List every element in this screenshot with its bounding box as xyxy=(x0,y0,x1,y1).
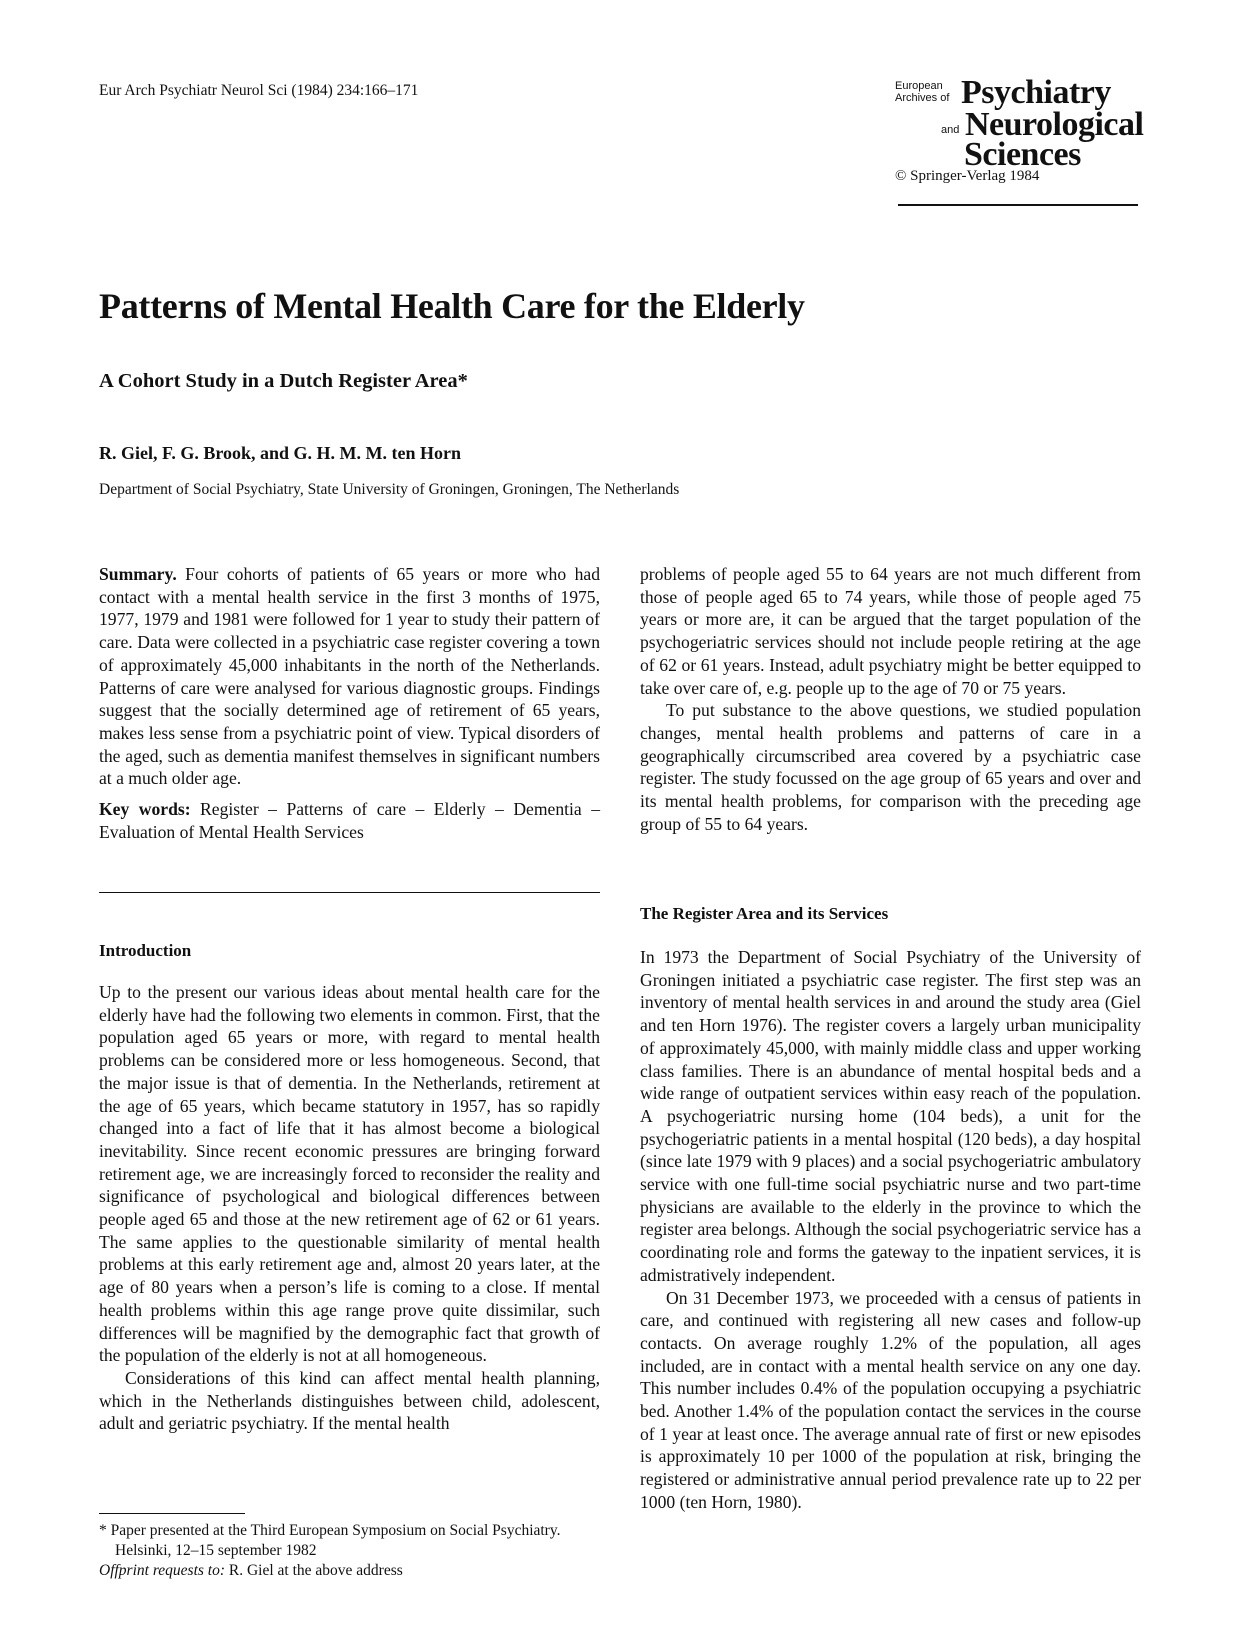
keywords-text: Register – Patterns of care – Elderly – Dementia – Evaluation of Mental Health Services xyxy=(99,799,600,842)
register-area-title: The Register Area and its Services xyxy=(640,904,889,923)
logo-archives-of: Archives of xyxy=(895,92,950,104)
introduction-title: Introduction xyxy=(99,941,192,960)
right-column-intro xyxy=(640,563,1141,835)
logo-copyright: © Springer-Verlag 1984 xyxy=(895,168,1040,184)
logo-sciences: Sciences xyxy=(964,136,1081,173)
author-affiliation: Department of Social Psychiatry, State University of Groningen, Groningen, The Netherlands xyxy=(99,481,680,498)
article-title: Patterns of Mental Health Care for the Elderly xyxy=(99,286,805,326)
offprint-note xyxy=(99,1561,600,1581)
summary-text: Four cohorts of patients of 65 years or more who had contact with a mental health service in the first 3 months of 1975, 1977, 1979 and 1981 were followed for 1 year to study their pattern of care. Data were collected in a psychiatric case register covering a town of approximately 45,000 inhabitants in the north of the Netherlands. Patterns of care were analysed for various diagnostic groups. Findings suggest that the socially determined age of retirement of 65 years, makes less sense from a psychiatric point of view. Typical disorders of the aged, such as dementia manifest themselves in significant numbers at a much older age. xyxy=(99,564,600,789)
logo-neurological: Neurological xyxy=(965,106,1144,143)
article-subtitle: A Cohort Study in a Dutch Register Area* xyxy=(99,370,468,392)
right-paragraph-2: To put substance to the above questions, we studied population changes, mental health problems and patterns of care in a geographically circumscribed area covered by a psychiatric case register. The study focussed on the age group of 65 years and over and its mental health problems, for comparison with the preceding age group of 55 to 64 years. xyxy=(640,700,1141,834)
keywords-paragraph xyxy=(99,798,600,843)
keywords-label: Key words: xyxy=(99,799,191,820)
offprint-text: R. Giel at the above address xyxy=(225,1562,403,1579)
introduction-body xyxy=(99,981,600,1435)
logo-european: European xyxy=(895,80,943,92)
right-paragraph-4: On 31 December 1973, we proceeded with a census of patients in care, and continued with registering all new cases and follow-up contacts. On average roughly 1.2% of the population, all ages included, are in contact with a mental health service on any one day. This number includes 0.4% of the population occupying a psychiatric bed. Another 1.4% of the population contact the services in the course of 1 year at least once. The average annual rate of first or new episodes is approximately 10 per 1000 of the population at risk, bringing the registered or administrative annual period prevalence rate up to 22 per 1000 (ten Horn, 1980). xyxy=(640,1287,1141,1512)
introduction-paragraph-1: Up to the present our various ideas about mental health care for the elderly have had the following two elements in common. First, that the population aged 65 years or more, with regard to mental health problems can be considered more or less homogeneous. Second, that the major issue is that of dementia. In the Netherlands, retirement at the age of 65 years, which became statutory in 1957, has so rapidly changed into a fact of life that it has almost become a biological inevitability. Since recent economic pressures are bringing forward retirement age, we are increasingly forced to reconsider the reality and significance of psychological and biological differences between people aged 65 and those at the new retirement age of 62 or 61 years. The same applies to the questionable similarity of mental health problems at this early retirement age and, almost 20 years later, at the age of 80 years when a person’s life is coming to a close. If mental health problems within this age range prove quite dissimilar, such differences will be magnified by the demographic fact that growth of the population of the elderly is not at all homogeneous. xyxy=(99,982,600,1366)
right-paragraph-3: In 1973 the Department of Social Psychiatry of the University of Groningen initiated a psychiatric case register. The first step was an inventory of mental health services in and around the study area (Giel and ten Horn 1976). The register covers a largely urban municipality of approximately 45,000, with mainly middle class and upper working class families. There is an abundance of mental hospital beds and a wide range of outpatient services within easy reach of the population. A psychogeriatric nursing home (104 beds), a unit for the psychogeriatric patients in a mental hospital (120 beds), a day hospital (since late 1979 with 9 places) and a social psychogeriatric ambulatory service with one full-time social psychiatric nurse and two part-time physicians are available to the elderly in the province to which the register area belongs. Although the social psychogeriatric service has a coordinating role and forms the gateway to the inpatient services, it is admistratively independent. xyxy=(640,947,1141,1285)
footnote-symposium: * Paper presented at the Third European Symposium on Social Psychiatry. Helsinki, 12–15 september 1982 xyxy=(99,1522,561,1559)
abstract-block xyxy=(99,563,600,843)
journal-citation: Eur Arch Psychiatr Neurol Sci (1984) 234:166–171 xyxy=(99,82,419,99)
abstract-rule xyxy=(99,892,600,893)
footnotes xyxy=(99,1521,600,1581)
introduction-heading xyxy=(99,939,600,963)
header-rule xyxy=(898,204,1138,206)
right-paragraph-1: problems of people aged 55 to 64 years are not much different from those of people aged 65 to 74 years, while those of people aged 75 years or more are, it can be argued that the target population of the psychogeriatric services should not include people retiring at the age of 62 or 61 years. Instead, adult psychiatry might be better equipped to take over care of, e.g. people up to the age of 70 or 75 years. xyxy=(640,564,1141,698)
summary-label: Summary. xyxy=(99,564,177,584)
register-area-heading xyxy=(640,902,1141,926)
logo-psychiatry: Psychiatry xyxy=(961,74,1111,111)
summary-paragraph xyxy=(99,563,600,790)
article-authors: R. Giel, F. G. Brook, and G. H. M. M. ten Horn xyxy=(99,443,462,463)
offprint-label: Offprint requests to: xyxy=(99,1562,226,1579)
footnote-rule xyxy=(99,1513,245,1514)
logo-and: and xyxy=(941,124,960,136)
register-area-body xyxy=(640,946,1141,1514)
journal-logo xyxy=(895,74,1144,184)
introduction-paragraph-2: Considerations of this kind can affect mental health planning, which in the Netherlands distinguishes between child, adolescent, adult and geriatric psychiatry. If the mental health xyxy=(99,1367,600,1434)
